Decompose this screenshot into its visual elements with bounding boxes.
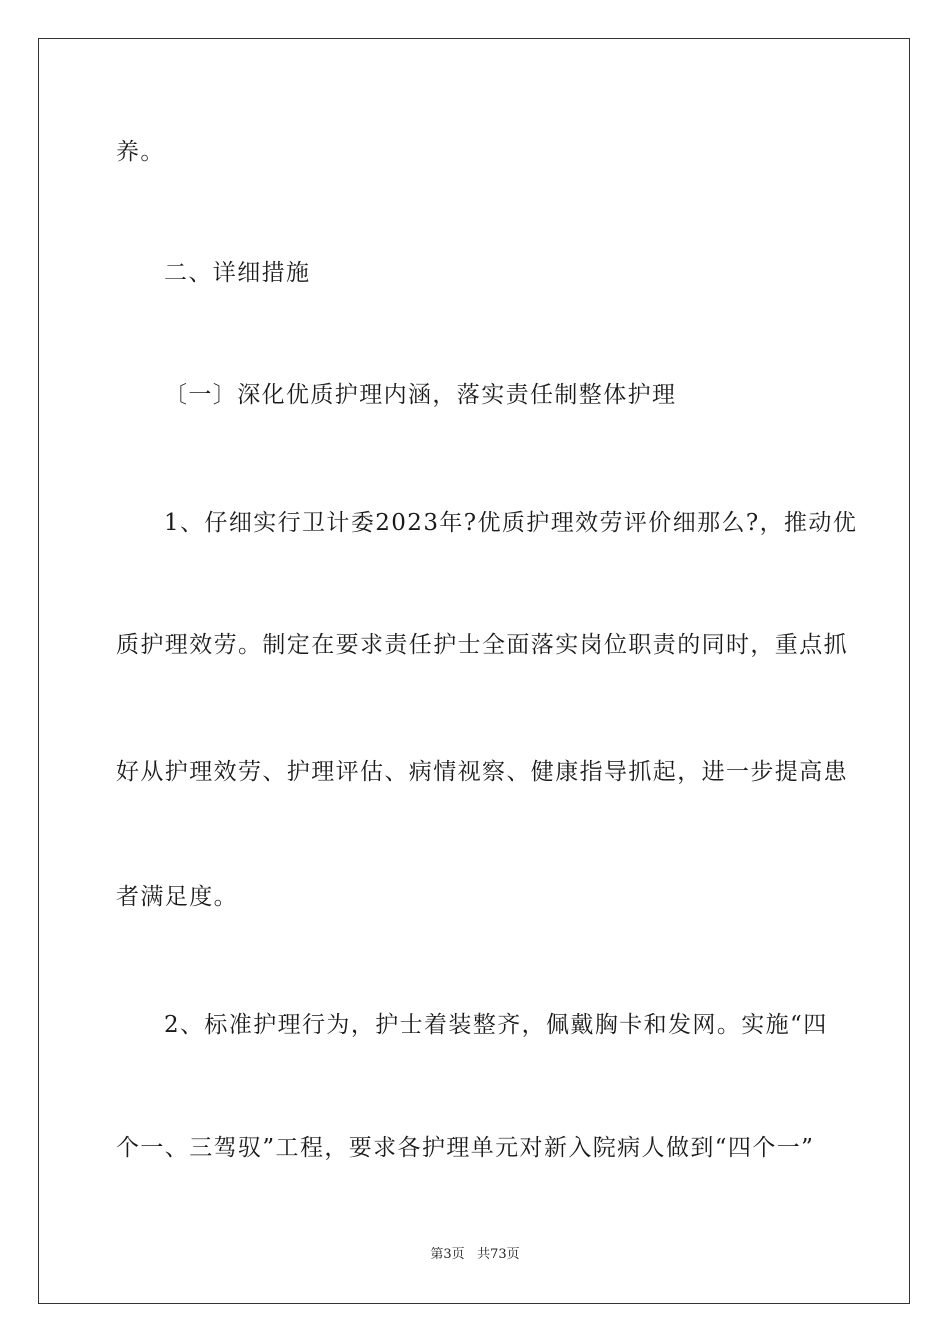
paragraph-line: 质护理效劳。制定在要求责任护士全面落实岗位职责的同时，重点抓 — [116, 632, 848, 658]
subsection-heading: 〔一〕深化优质护理内涵，落实责任制整体护理 — [164, 382, 677, 408]
paragraph-line: 个一、三驾驭”工程，要求各护理单元对新入院病人做到“四个一” — [116, 1135, 815, 1161]
page-footer — [0, 1246, 950, 1264]
paragraph-line: 养。 — [116, 139, 165, 165]
paragraph-line: 1、仔细实行卫计委2023年?优质护理效劳评价细那么?，推动优 — [164, 510, 858, 536]
paragraph-line: 者满足度。 — [116, 884, 238, 910]
section-heading: 二、详细措施 — [164, 260, 311, 286]
paragraph-line: 2、标准护理行为，护士着装整齐，佩戴胸卡和发网。实施“四 — [164, 1012, 828, 1038]
page-border — [38, 38, 910, 1304]
paragraph-line: 好从护理效劳、护理评估、病情视察、健康指导抓起，进一步提高患 — [116, 759, 848, 785]
page-total: 共73页 — [477, 1247, 520, 1262]
page-number: 第3页 — [430, 1247, 465, 1262]
